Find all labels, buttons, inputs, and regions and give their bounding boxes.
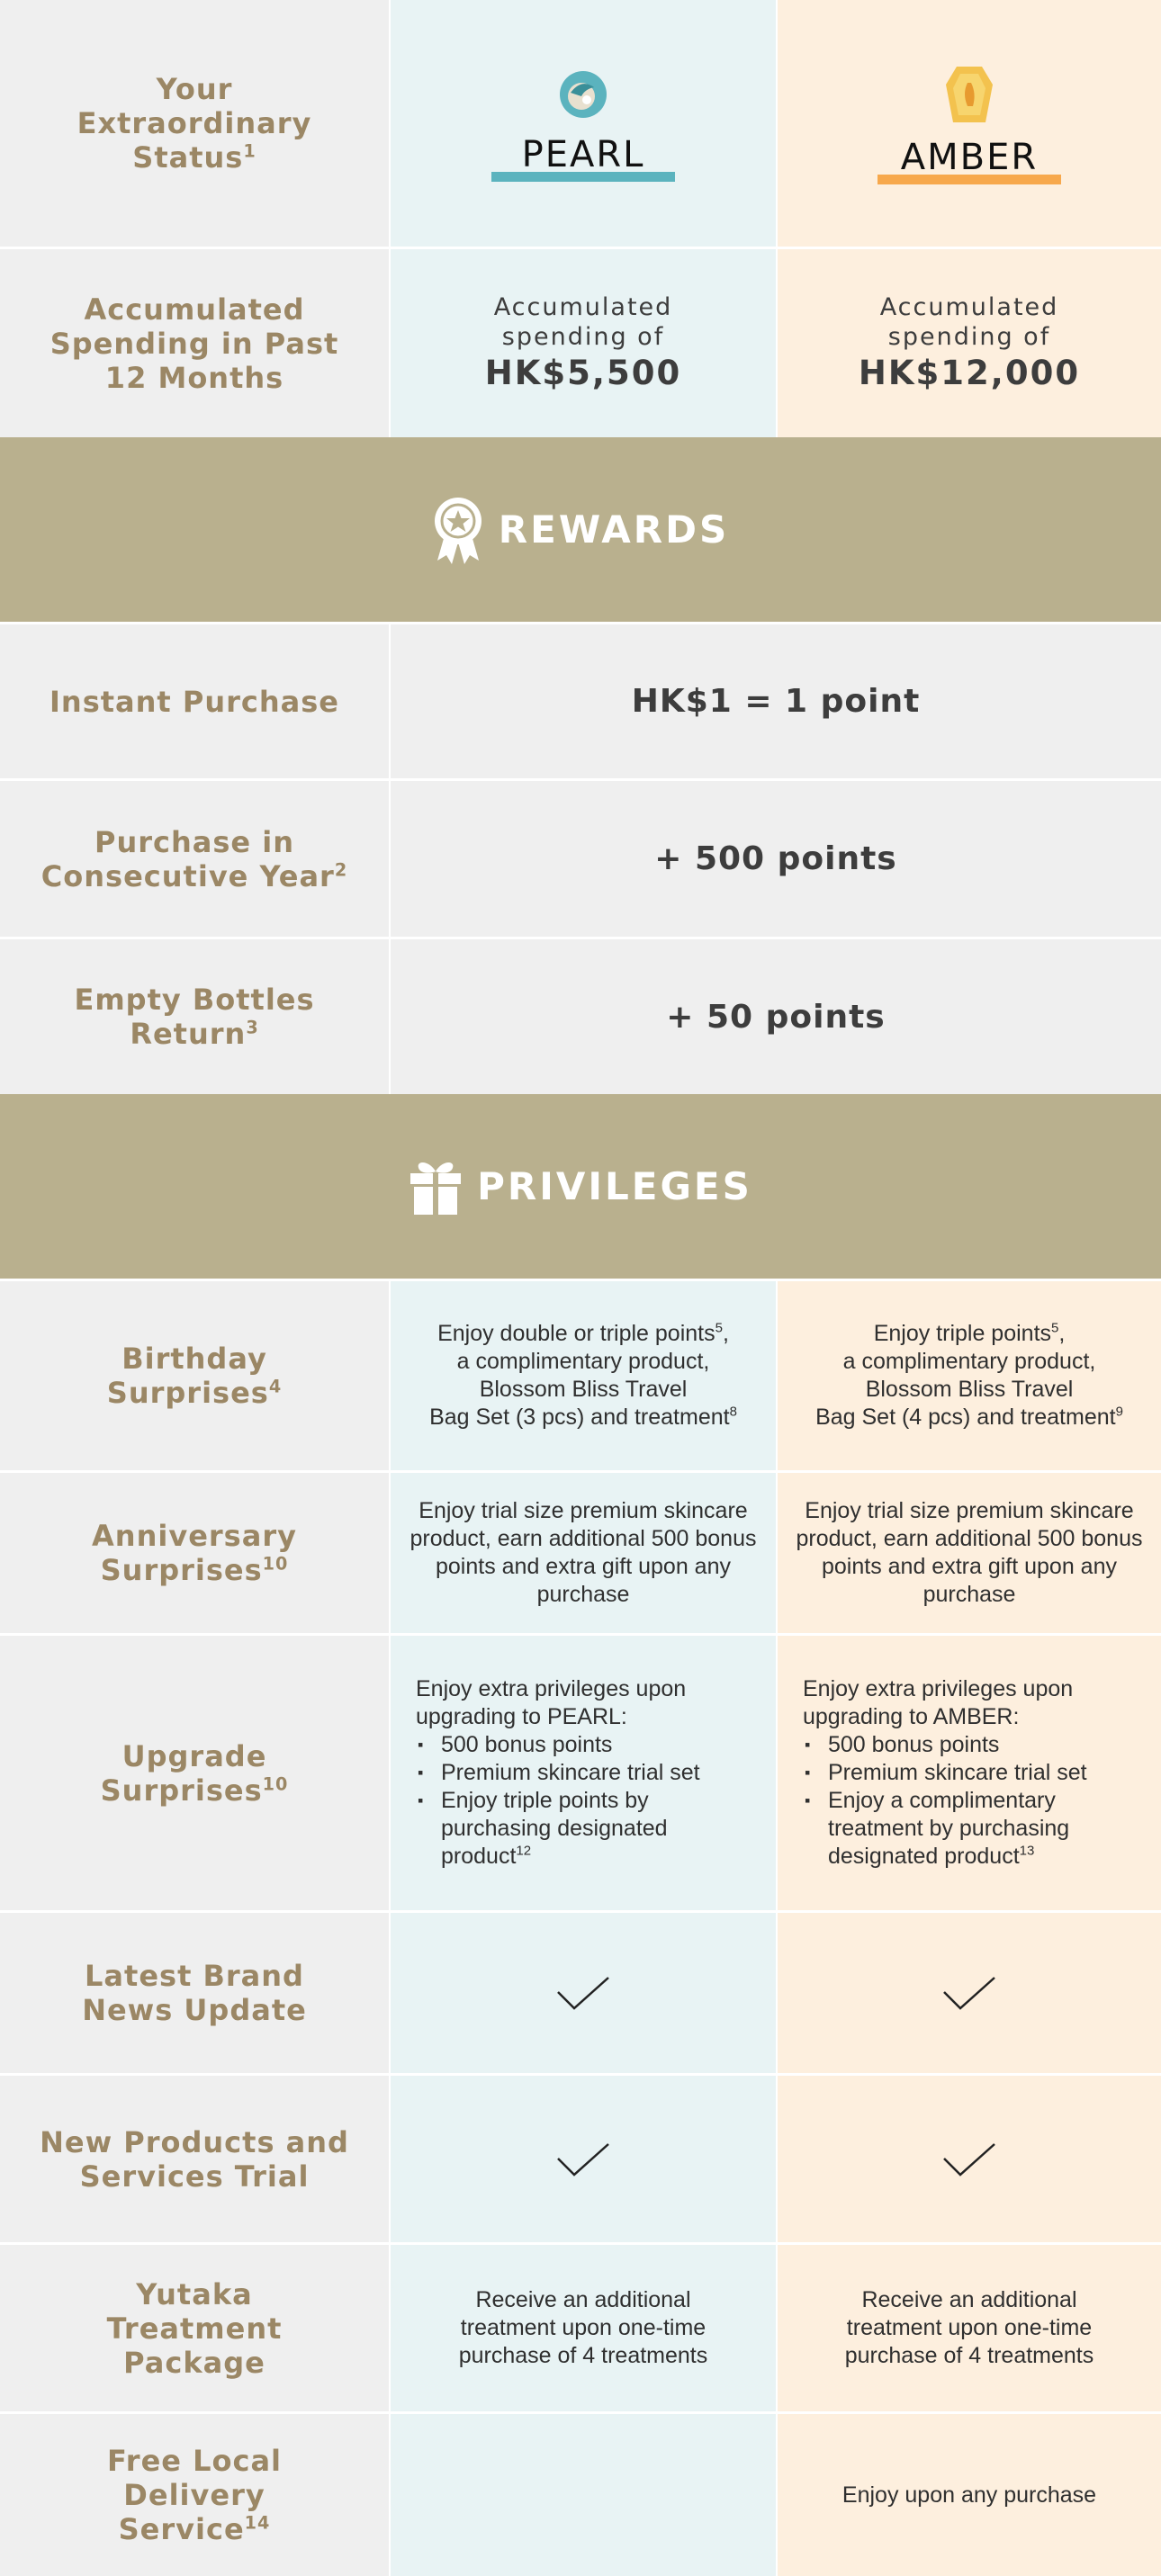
empty-bottles-value: + 50 points xyxy=(391,939,1161,1094)
privileges-band xyxy=(0,1094,1161,1279)
yutaka-row xyxy=(0,2245,1161,2411)
pearl-delivery xyxy=(391,2414,776,2576)
reward-row xyxy=(0,624,1161,778)
new-products-label: New Products and Services Trial xyxy=(0,2076,389,2242)
list-item: ▪ Enjoy triple points by purchasing designated product$^{12}$ xyxy=(416,1787,758,1871)
amber-yutaka: Receive an additional treatment upon one-time purchase of 4 treatments xyxy=(778,2245,1161,2411)
pearl-spending xyxy=(391,249,776,437)
pearl-upgrade xyxy=(391,1636,776,1910)
delivery-row xyxy=(0,2414,1161,2576)
pearl-new-products xyxy=(391,2076,776,2242)
list-item: ▪ 500 bonus points xyxy=(416,1731,758,1759)
gift-icon xyxy=(409,1159,463,1215)
pearl-brand-news xyxy=(391,1913,776,2073)
pearl-anniversary: Enjoy trial size premium skincare product, earn additional 500 bonus points and extra gift upon any purchase xyxy=(391,1473,776,1633)
list-item: ▪ Enjoy a complimentary treatment by purchasing designated product$^{13}$ xyxy=(803,1787,1143,1871)
consecutive-year-value: + 500 points xyxy=(391,781,1161,937)
amber-brand-news xyxy=(778,1913,1161,2073)
list-item: ▪ Premium skincare trial set xyxy=(416,1759,758,1787)
amber-delivery: Enjoy upon any purchase xyxy=(778,2414,1161,2576)
amber-anniversary: Enjoy trial size premium skincare product, earn additional 500 bonus points and extra gift upon any purchase xyxy=(778,1473,1161,1633)
reward-row xyxy=(0,781,1161,937)
rewards-band xyxy=(0,437,1161,622)
list-item: ▪ Premium skincare trial set xyxy=(803,1759,1143,1787)
amber-upgrade xyxy=(778,1636,1161,1910)
status-row xyxy=(0,0,1161,247)
medal-icon xyxy=(432,496,484,564)
pearl-tier-name: PEARL xyxy=(521,133,645,175)
pearl-birthday: Enjoy double or triple points$^5$, a complimentary product, Blossom Bliss Travel Bag Set (3 pcs) and treatment$^8$ xyxy=(391,1281,776,1470)
upgrade-row xyxy=(0,1636,1161,1910)
pearl-spending-line2: spending of xyxy=(501,322,665,351)
brand-news-label: Latest Brand News Update xyxy=(0,1913,389,2073)
yutaka-label: Yutaka Treatment Package xyxy=(0,2245,389,2411)
new-products-row xyxy=(0,2076,1161,2242)
list-item: ▪ 500 bonus points xyxy=(803,1731,1143,1759)
reward-row xyxy=(0,939,1161,1094)
pearl-shell-icon xyxy=(554,66,612,123)
amber-header xyxy=(778,0,1161,247)
instant-purchase-value: HK$1 = 1 point xyxy=(391,624,1161,778)
amber-birthday: Enjoy triple points$^5$, a complimentary product, Blossom Bliss Travel Bag Set (4 pcs) and treatment$^9$ xyxy=(778,1281,1161,1470)
pearl-upgrade-intro: Enjoy extra privileges upon upgrading to PEARL: xyxy=(416,1676,687,1729)
upgrade-label: Upgrade Surprises$^{10}$ xyxy=(0,1636,389,1910)
pearl-spending-amount: HK$5,500 xyxy=(484,353,682,392)
checkmark-icon xyxy=(942,2141,996,2178)
amber-new-products xyxy=(778,2076,1161,2242)
checkmark-icon xyxy=(556,1974,610,2012)
rewards-title: REWARDS xyxy=(498,507,730,552)
privileges-title: PRIVILEGES xyxy=(477,1164,752,1208)
empty-bottles-label: Empty Bottles Return$^3$ xyxy=(0,939,389,1094)
amber-spending-amount: HK$12,000 xyxy=(858,353,1081,392)
amber-upgrade-intro: Enjoy extra privileges upon upgrading to AMBER: xyxy=(803,1676,1074,1729)
checkmark-icon xyxy=(942,1974,996,2012)
spending-row xyxy=(0,249,1161,437)
amber-spending-line1: Accumulated xyxy=(879,292,1059,321)
amber-spending xyxy=(778,249,1161,437)
consecutive-year-label: Purchase in Consecutive Year$^2$ xyxy=(0,781,389,937)
amber-gem-icon xyxy=(944,63,994,126)
pearl-yutaka: Receive an additional treatment upon one-time purchase of 4 treatments xyxy=(391,2245,776,2411)
anniversary-label: Anniversary Surprises$^{10}$ xyxy=(0,1473,389,1633)
pearl-spending-line1: Accumulated xyxy=(493,292,673,321)
spending-label: Accumulated Spending in Past 12 Months xyxy=(0,249,389,437)
checkmark-icon xyxy=(556,2141,610,2178)
amber-tier-name: AMBER xyxy=(900,136,1039,178)
instant-purchase-label: Instant Purchase xyxy=(0,624,389,778)
delivery-label: Free Local Delivery Service$^{14}$ xyxy=(0,2414,389,2576)
birthday-row xyxy=(0,1281,1161,1470)
birthday-label: Birthday Surprises$^4$ xyxy=(0,1281,389,1470)
status-label: Your Extraordinary Status$^1$ xyxy=(0,0,389,247)
amber-spending-line2: spending of xyxy=(887,322,1051,351)
anniversary-row xyxy=(0,1473,1161,1633)
brand-news-row xyxy=(0,1913,1161,2073)
pearl-header xyxy=(391,0,776,247)
